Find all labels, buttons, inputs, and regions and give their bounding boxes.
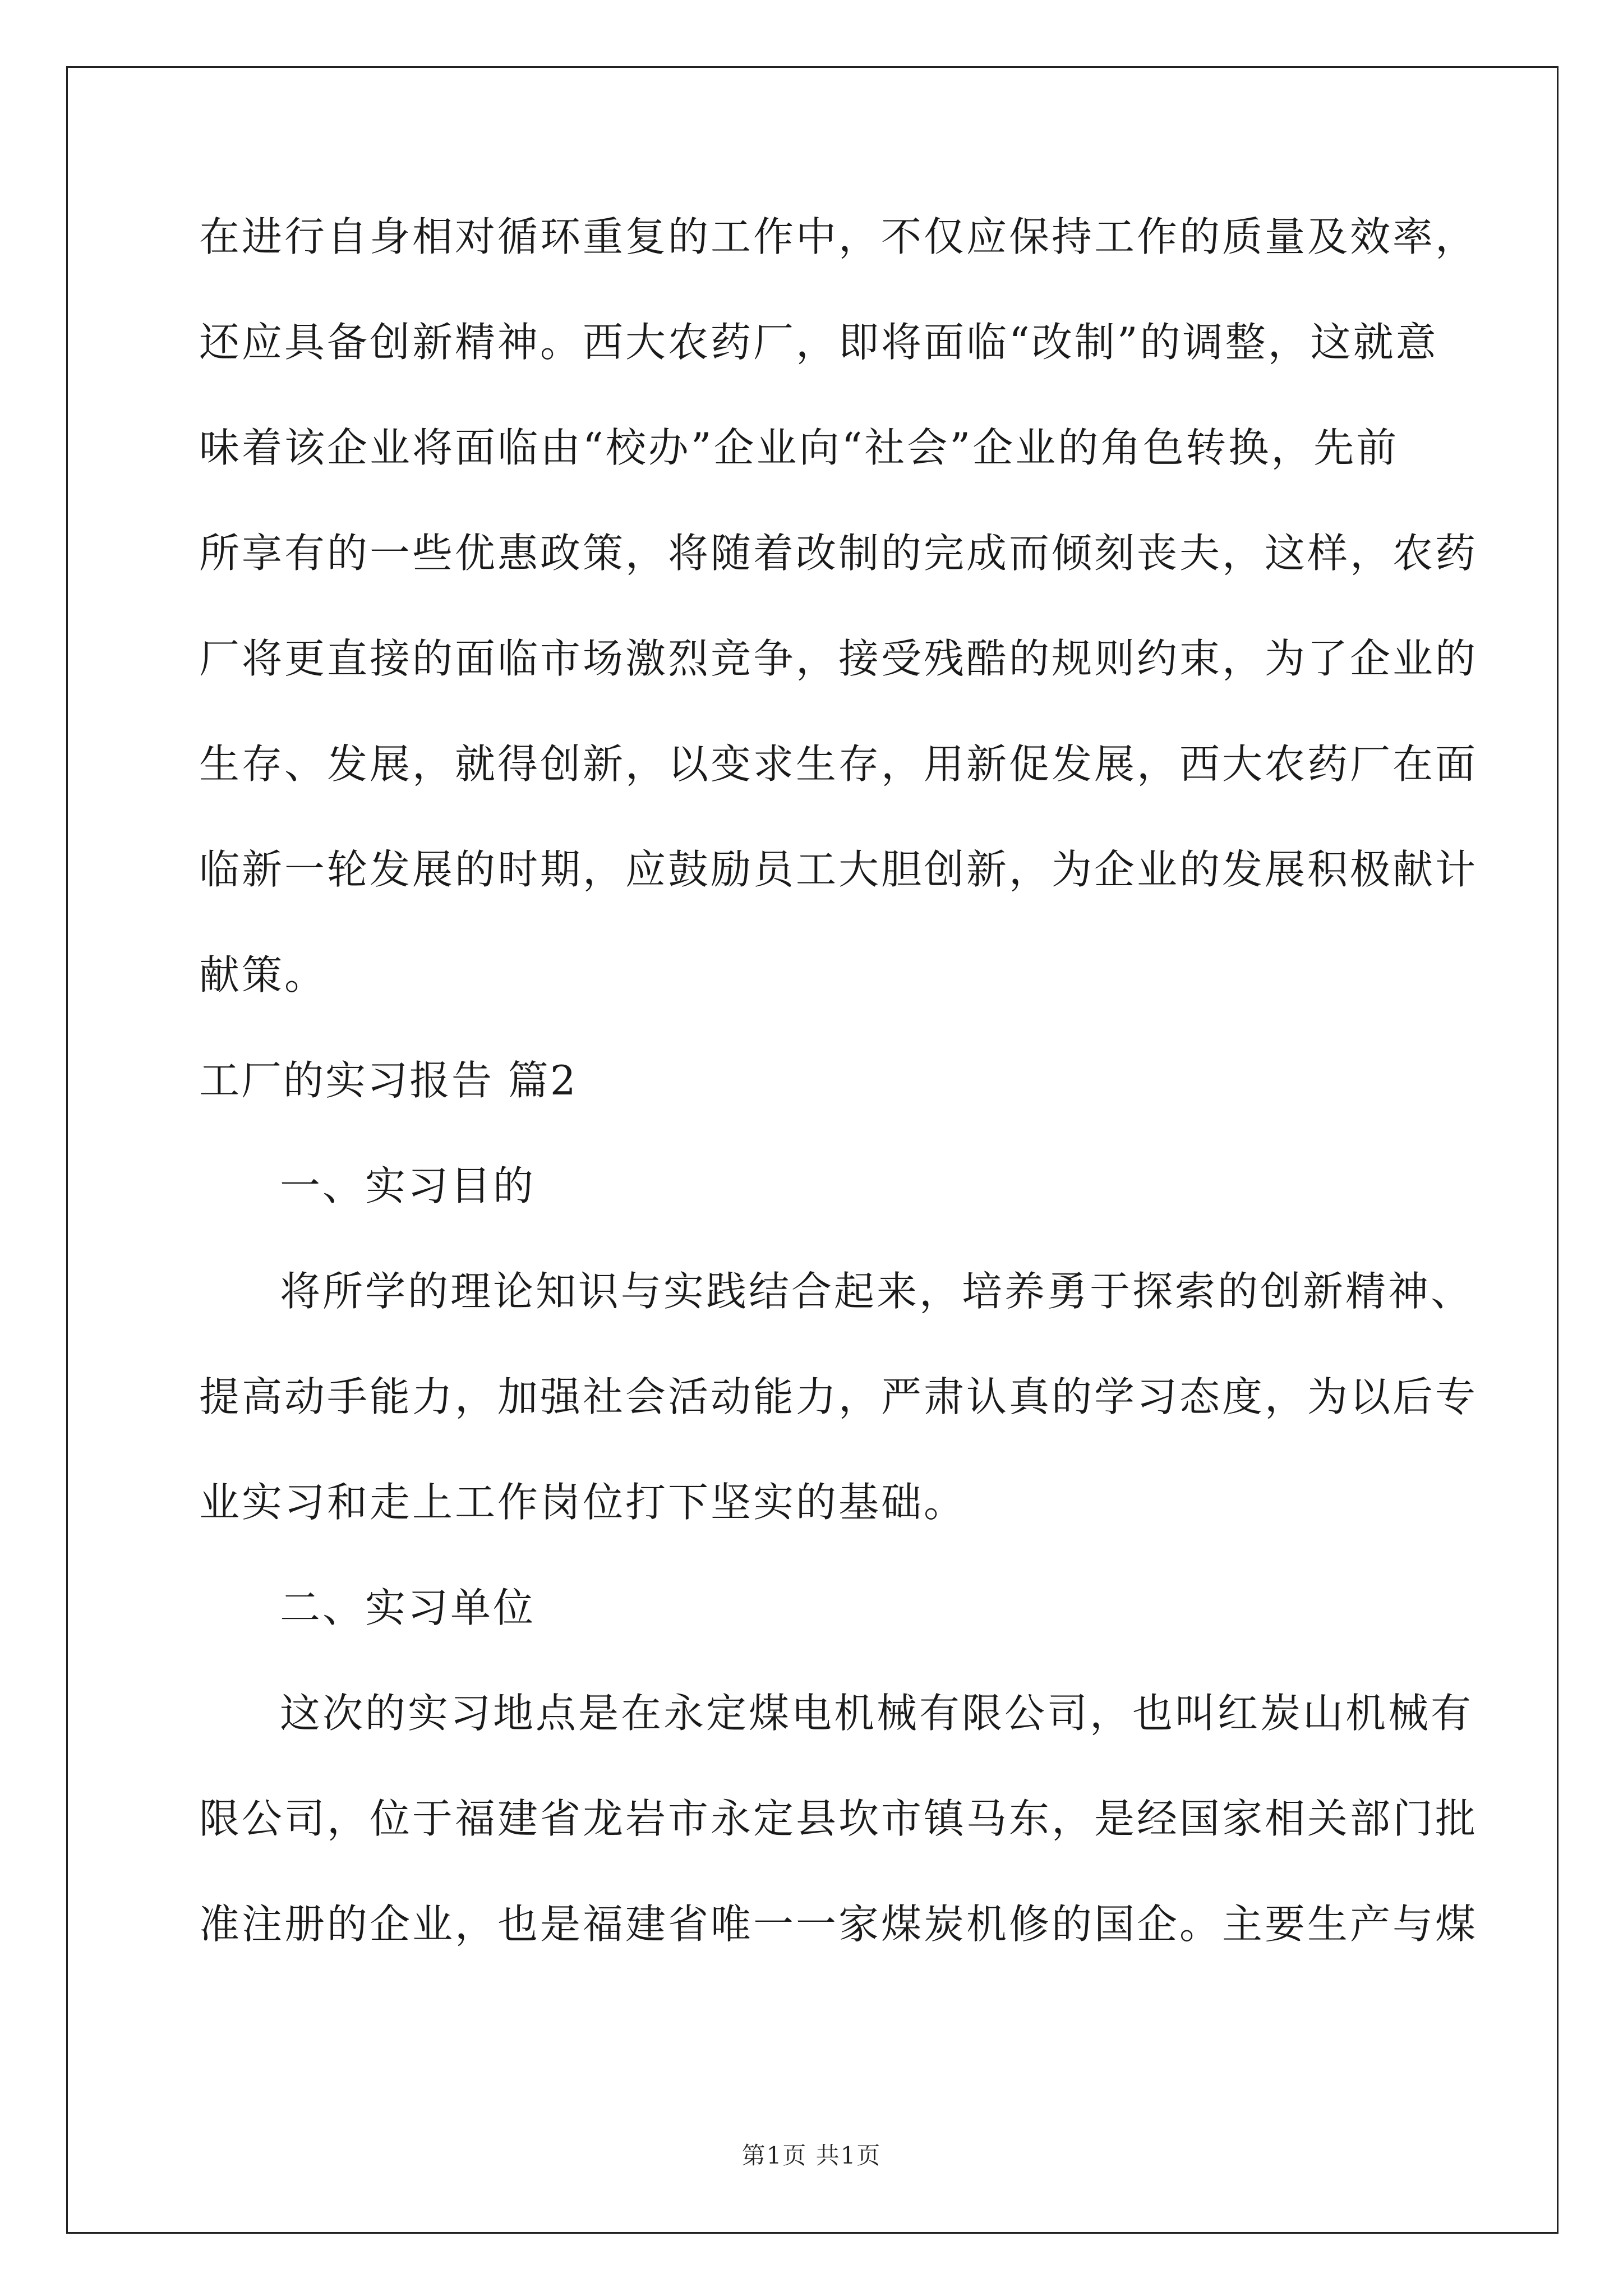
- paragraph-line: 味着该企业将面临由“校办”企业向“社会”企业的角色转换，先前: [199, 424, 1399, 471]
- paragraph-line: 生存、发展，就得创新，以变求生存，用新促发展，西大农药厂在面: [199, 740, 1478, 788]
- paragraph-line: 厂将更直接的面临市场激烈竞争，接受残酷的规则约束，为了企业的: [199, 635, 1478, 682]
- section-title: 工厂的实习报告 篇2: [199, 1057, 578, 1104]
- paragraph-line: 这次的实习地点是在永定煤电机械有限公司，也叫红炭山机械有: [280, 1690, 1474, 1737]
- page-footer: 第1页 共1页: [741, 2142, 882, 2169]
- paragraph-line: 准注册的企业，也是福建省唯一一家煤炭机修的国企。主要生产与煤: [199, 1901, 1478, 1948]
- paragraph-line: 献策。: [199, 951, 328, 999]
- paragraph-line: 在进行自身相对循环重复的工作中，不仅应保持工作的质量及效率，: [199, 213, 1478, 260]
- paragraph-line: 所享有的一些优惠政策，将随着改制的完成而倾刻丧夫，这样，农药: [199, 530, 1478, 577]
- paragraph-line: 业实习和走上工作岗位打下坚实的基础。: [199, 1479, 967, 1526]
- paragraph-line: 提高动手能力，加强社会活动能力，严肃认真的学习态度，为以后专: [199, 1373, 1478, 1420]
- subheading: 一、实习目的: [280, 1162, 536, 1209]
- document-body: [199, 210, 1478, 2003]
- paragraph-line: 将所学的理论知识与实践结合起来，培养勇于探索的创新精神、: [280, 1268, 1474, 1315]
- subheading: 二、实习单位: [280, 1584, 536, 1631]
- paragraph-line: 限公司，位于福建省龙岩市永定县坎市镇马东，是经国家相关部门批: [199, 1795, 1478, 1842]
- paragraph-line: 临新一轮发展的时期，应鼓励员工大胆创新，为企业的发展积极献计: [199, 846, 1478, 893]
- paragraph-line: 还应具备创新精神。西大农药厂，即将面临“改制”的调整，这就意: [199, 319, 1438, 366]
